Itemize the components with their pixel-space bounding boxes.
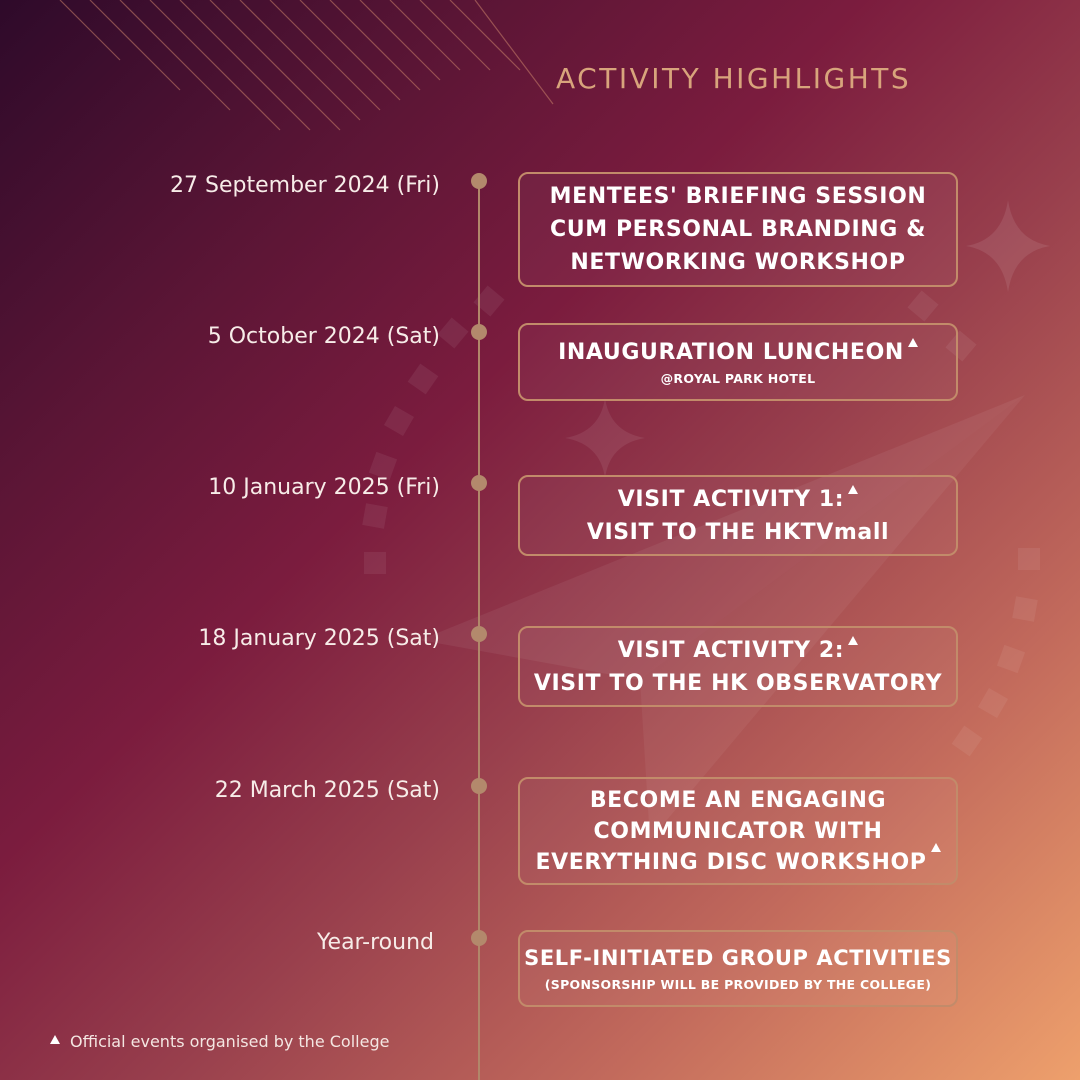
event-card-briefing-session	[518, 172, 958, 287]
timeline-date: 22 March 2025 (Sat)	[214, 778, 440, 803]
event-title-line	[618, 483, 858, 516]
event-title-text: EVERYTHING DISC WORKSHOP	[535, 849, 927, 875]
timeline-node	[471, 475, 487, 491]
official-event-triangle-icon	[50, 1035, 60, 1044]
diagonal-stripes	[60, 0, 553, 130]
official-event-triangle-icon	[908, 338, 918, 347]
event-title-line: VISIT TO THE HK OBSERVATORY	[533, 670, 943, 696]
event-title-line: VISIT TO THE HKTVmall	[586, 519, 890, 545]
event-title-line: CUM PERSONAL BRANDING &	[549, 217, 927, 242]
timeline-date: Year-round	[317, 930, 434, 955]
official-event-triangle-icon	[848, 485, 858, 494]
event-title-text: VISIT ACTIVITY 2:	[617, 637, 845, 663]
sparkle-star-icon	[966, 200, 1050, 292]
footnote-text: Official events organised by the College	[70, 1032, 390, 1051]
event-card-observatory-visit	[518, 626, 958, 707]
official-event-triangle-icon	[931, 843, 941, 852]
event-title-line: MENTEES' BRIEFING SESSION	[549, 184, 927, 209]
event-title-line	[558, 336, 918, 369]
event-subtitle: @ROYAL PARK HOTEL	[660, 370, 816, 386]
footnote	[48, 1032, 389, 1051]
event-title-text: INAUGURATION LUNCHEON	[558, 339, 904, 365]
event-title-line	[535, 847, 940, 878]
timeline-date: 18 January 2025 (Sat)	[198, 626, 440, 651]
timeline-node	[471, 778, 487, 794]
event-title-text: VISIT ACTIVITY 1:	[617, 486, 845, 512]
event-card-self-initiated-activities	[518, 930, 958, 1007]
event-card-hktvmall-visit	[518, 475, 958, 556]
timeline-date: 5 October 2024 (Sat)	[207, 324, 440, 349]
official-event-triangle-icon	[848, 636, 858, 645]
event-title-line: SELF-INITIATED GROUP ACTIVITIES	[524, 946, 952, 970]
page-title: ACTIVITY HIGHLIGHTS	[556, 62, 912, 95]
timeline-node	[471, 324, 487, 340]
event-card-disc-workshop	[518, 777, 958, 885]
timeline-date: 27 September 2024 (Fri)	[170, 173, 440, 198]
event-title-line	[618, 634, 858, 667]
event-title-line: BECOME AN ENGAGING	[589, 787, 887, 813]
event-card-inauguration-luncheon	[518, 323, 958, 401]
timeline-date: 10 January 2025 (Fri)	[208, 475, 440, 500]
timeline-node	[471, 173, 487, 189]
timeline-node	[471, 930, 487, 946]
timeline-node	[471, 626, 487, 642]
sparkle-star-icon	[565, 398, 645, 478]
event-title-line: COMMUNICATOR WITH	[593, 818, 883, 844]
event-subtitle: (SPONSORSHIP WILL BE PROVIDED BY THE COLLEGE)	[544, 977, 932, 992]
event-title-line: NETWORKING WORKSHOP	[570, 250, 906, 275]
